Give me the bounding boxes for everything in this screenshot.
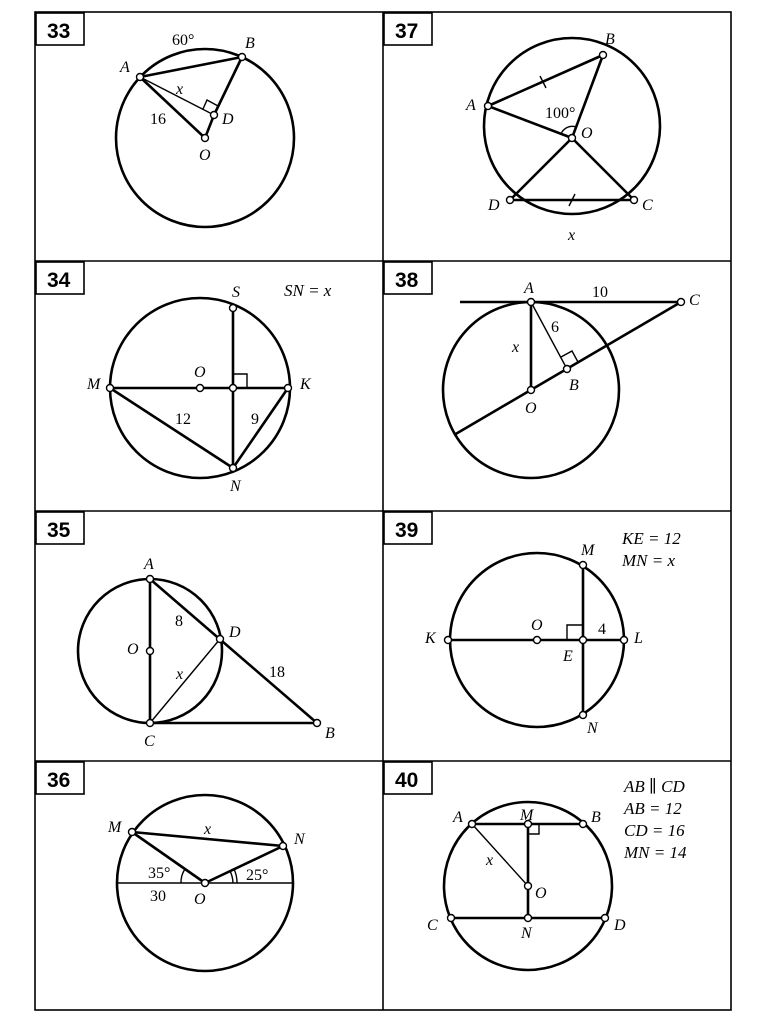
point-o	[202, 880, 209, 887]
point-e	[580, 637, 587, 644]
label-e: E	[563, 648, 573, 665]
label-k: K	[300, 376, 311, 393]
length-ao: 16	[150, 111, 166, 128]
secant-ab	[150, 579, 317, 723]
condition-2: AB = 12	[624, 799, 682, 818]
point-b	[600, 52, 607, 59]
point-m	[107, 385, 114, 392]
problem-35	[36, 512, 335, 750]
unknown-x: x	[204, 821, 212, 838]
angle-left: 35°	[148, 865, 171, 882]
label-c: C	[642, 197, 653, 214]
radius-od	[510, 138, 572, 200]
label-b: B	[325, 725, 335, 742]
problem-37	[384, 13, 660, 244]
point-a	[528, 299, 535, 306]
unknown-x: x	[512, 339, 520, 356]
point-b	[239, 54, 246, 61]
unknown-x: x	[176, 666, 184, 683]
point-s	[230, 305, 237, 312]
problem-38	[384, 262, 700, 478]
label-b: B	[591, 809, 601, 826]
label-a: A	[524, 280, 534, 297]
right-angle-mark	[203, 100, 218, 109]
point-o	[197, 385, 204, 392]
condition-3: CD = 16	[624, 821, 685, 840]
point-a	[485, 103, 492, 110]
label-b: B	[605, 31, 615, 48]
radius-on	[205, 846, 283, 883]
point-k	[285, 385, 292, 392]
point-n	[230, 465, 237, 472]
condition-2: MN = x	[622, 551, 676, 570]
label-o: O	[581, 125, 593, 142]
radius-oc	[572, 138, 634, 200]
unknown-x: x	[176, 81, 184, 98]
point-a	[469, 821, 476, 828]
segment-ao	[472, 824, 528, 886]
angle-arc-right	[230, 871, 233, 883]
point-c	[448, 915, 455, 922]
label-c: C	[427, 917, 438, 934]
condition-1: KE = 12	[622, 529, 681, 548]
point-d	[217, 636, 224, 643]
label-a: A	[453, 809, 463, 826]
length-ab: 6	[551, 319, 559, 336]
label-b: B	[245, 35, 255, 52]
problem-number: 39	[395, 519, 419, 542]
label-d: D	[614, 917, 626, 934]
problem-number: 35	[47, 519, 71, 542]
length-ac: 10	[592, 284, 608, 301]
problem-36	[36, 762, 306, 971]
condition: SN = x	[284, 281, 332, 300]
problem-39	[384, 512, 681, 737]
label-o: O	[194, 891, 206, 908]
central-angle: 100°	[545, 105, 576, 122]
label-m: M	[581, 542, 595, 559]
point-c	[147, 720, 154, 727]
problem-number: 37	[395, 20, 419, 43]
label-n: N	[230, 478, 241, 495]
label-o: O	[525, 400, 537, 417]
label-c: C	[144, 733, 155, 750]
label-a: A	[120, 59, 130, 76]
problem-33	[36, 13, 294, 227]
radius-part: 30	[150, 888, 166, 905]
length-mn: 12	[175, 411, 191, 428]
label-d: D	[229, 624, 241, 641]
point-b	[580, 821, 587, 828]
segment-ab	[531, 302, 567, 369]
label-o: O	[127, 641, 139, 658]
label-c: C	[689, 292, 700, 309]
point-n	[580, 712, 587, 719]
problem-number: 40	[395, 769, 419, 792]
label-o: O	[194, 364, 206, 381]
condition-4: MN = 14	[624, 843, 687, 862]
length-ad: 8	[175, 613, 183, 630]
unknown-x: x	[486, 852, 494, 869]
label-k: K	[425, 630, 436, 647]
chord-ab	[140, 57, 242, 77]
point-b	[564, 366, 571, 373]
label-n: N	[587, 720, 598, 737]
point-o	[534, 637, 541, 644]
label-m: M	[87, 376, 101, 393]
condition-1: AB ∥ CD	[624, 777, 685, 796]
label-l: L	[634, 630, 643, 647]
right-angle-mark	[561, 351, 578, 362]
label-b: B	[569, 377, 579, 394]
arc-measure: 60°	[172, 32, 195, 49]
unknown-x: x	[568, 227, 576, 244]
point-o	[202, 135, 209, 142]
point-d	[211, 112, 218, 119]
point-d	[602, 915, 609, 922]
label-d: D	[222, 111, 234, 128]
label-n: N	[521, 925, 532, 942]
problem-number: 38	[395, 269, 419, 292]
length-db: 18	[269, 664, 285, 681]
point-l	[621, 637, 628, 644]
problem-40	[384, 762, 687, 970]
segment-ao	[140, 77, 205, 138]
point-o	[525, 883, 532, 890]
angle-arc-right-2	[234, 869, 237, 883]
problem-number: 34	[47, 269, 71, 292]
point-m	[129, 829, 136, 836]
label-m: M	[108, 819, 122, 836]
point-b	[314, 720, 321, 727]
label-n: N	[294, 831, 305, 848]
point-n	[525, 915, 532, 922]
label-s: S	[232, 284, 240, 301]
point-o	[528, 387, 535, 394]
point-c	[631, 197, 638, 204]
problem-34	[36, 262, 332, 495]
point-o	[569, 135, 576, 142]
chord-mn	[110, 388, 233, 468]
label-d: D	[488, 197, 500, 214]
segment-cd	[150, 639, 220, 723]
problem-number: 36	[47, 769, 71, 792]
point-n	[280, 843, 287, 850]
label-o: O	[531, 617, 543, 634]
point-intersection	[230, 385, 237, 392]
point-o	[147, 648, 154, 655]
label-o: O	[199, 147, 211, 164]
point-d	[507, 197, 514, 204]
length-kn: 9	[251, 411, 259, 428]
angle-arc-left	[181, 869, 185, 883]
point-m	[580, 562, 587, 569]
point-a	[147, 576, 154, 583]
label-m: M	[520, 807, 534, 824]
segment-bd	[214, 57, 242, 115]
point-k	[445, 637, 452, 644]
label-a: A	[144, 556, 154, 573]
label-o: O	[535, 885, 547, 902]
label-a: A	[466, 97, 476, 114]
point-a	[137, 74, 144, 81]
angle-right: 25°	[246, 867, 269, 884]
length-el: 4	[598, 621, 606, 638]
point-c	[678, 299, 685, 306]
problem-number: 33	[47, 20, 71, 43]
